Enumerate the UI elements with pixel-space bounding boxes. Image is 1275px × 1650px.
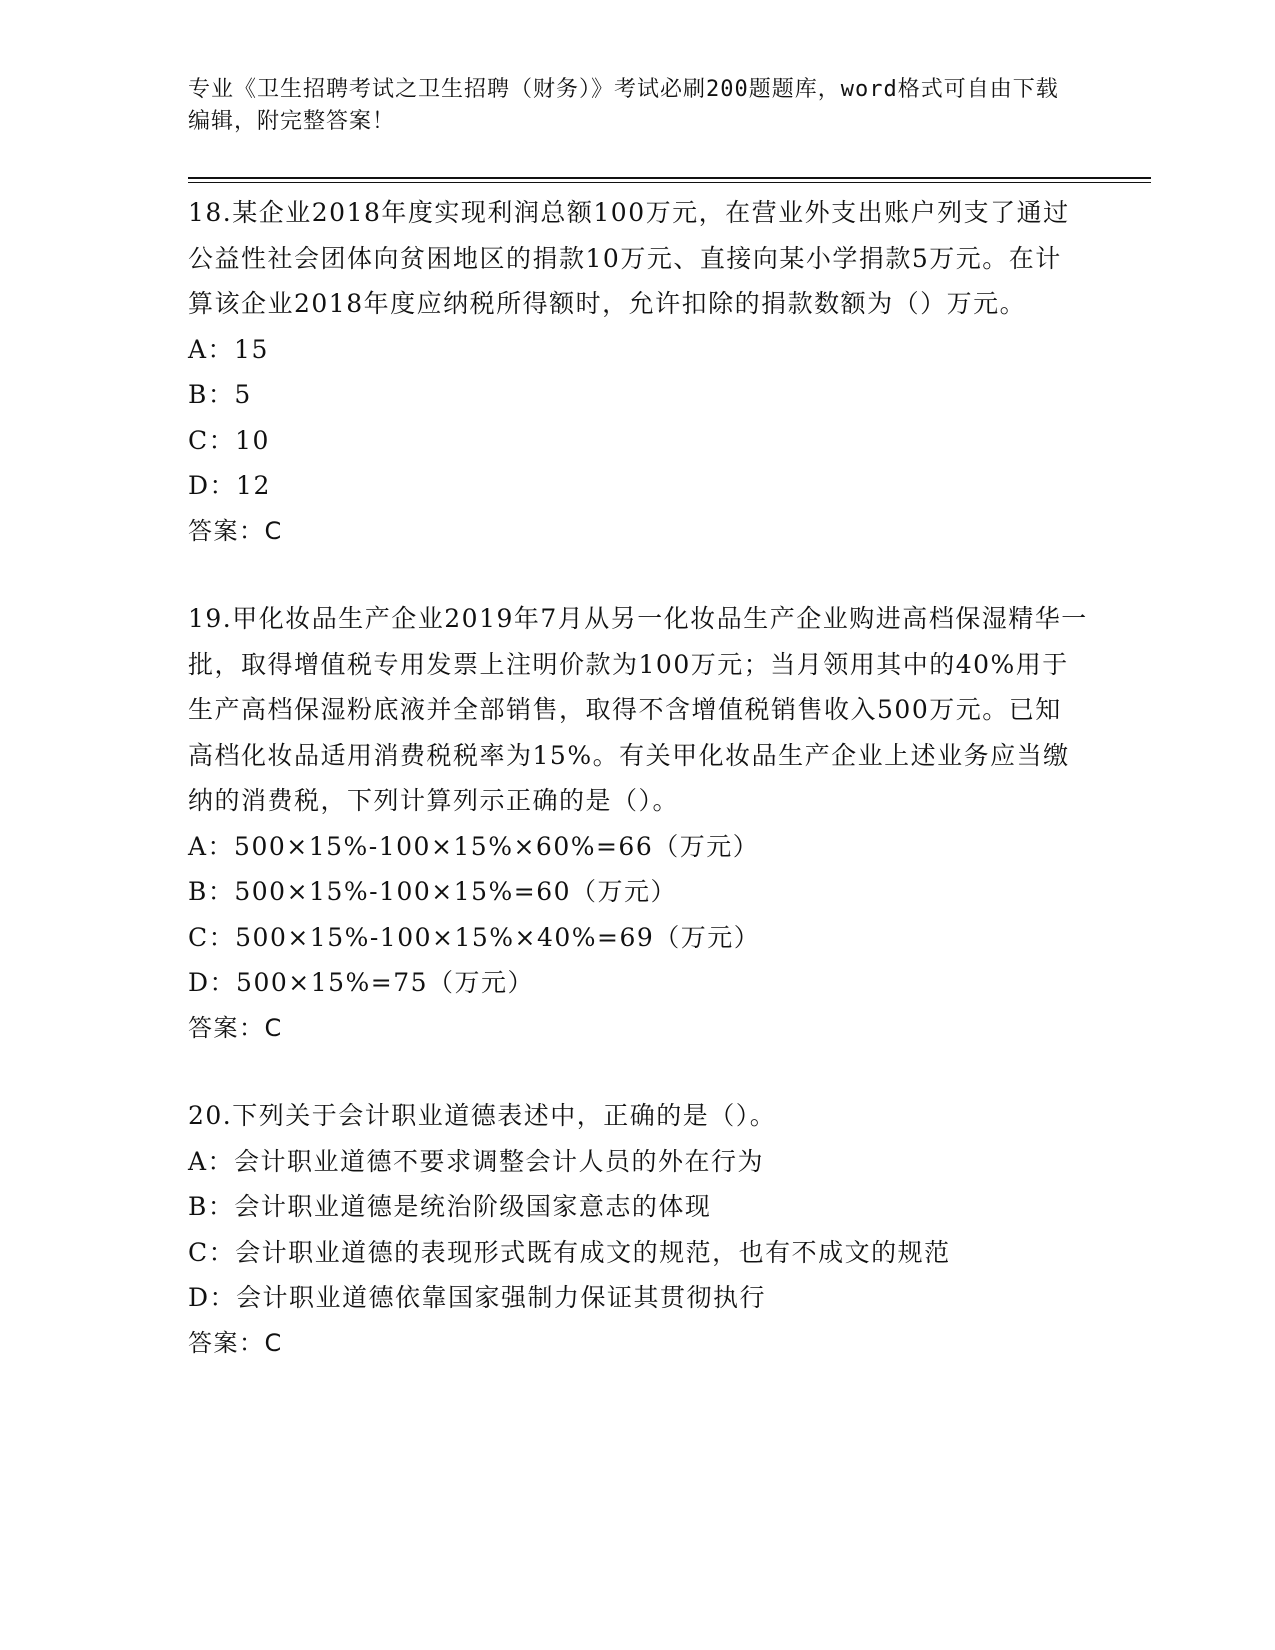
question-18 — [188, 190, 1088, 554]
question-20 — [188, 1093, 1088, 1366]
option-d: D：12 — [188, 471, 271, 500]
header-divider-thick — [188, 177, 1151, 179]
option-b: B：5 — [188, 380, 252, 409]
option-b: B：500×15%-100×15%=60（万元） — [188, 877, 678, 906]
question-stem: 18.某企业2018年度实现利润总额100万元，在营业外支出账户列支了通过公益性社会团体向贫困地区的捐款10万元、直接向某小学捐款5万元。在计算该企业2018年度应纳税所得额时，允许扣除的捐款数额为（）万元。 — [188, 198, 1070, 318]
question-19 — [188, 596, 1088, 1051]
option-a: A：会计职业道德不要求调整会计人员的外在行为 — [188, 1146, 765, 1176]
question-list — [188, 190, 1088, 1366]
option-b: B：会计职业道德是统治阶级国家意志的体现 — [188, 1192, 712, 1221]
option-d: D：500×15%=75（万元） — [188, 968, 535, 997]
option-c: C：500×15%-100×15%×40%=69（万元） — [188, 922, 761, 952]
question-spacer — [188, 1051, 1088, 1093]
option-d: D：会计职业道德依靠国家强制力保证其贯彻执行 — [188, 1283, 767, 1312]
question-stem: 20.下列关于会计职业道德表述中，正确的是（）。 — [188, 1101, 777, 1130]
option-c: C：10 — [188, 425, 270, 455]
option-c: C：会计职业道德的表现形式既有成文的规范，也有不成文的规范 — [188, 1237, 951, 1267]
answer-line: 答案：C — [188, 1328, 283, 1357]
option-a: A：15 — [188, 334, 269, 364]
option-a: A：500×15%-100×15%×60%=66（万元） — [188, 831, 760, 861]
question-stem: 19.甲化妆品生产企业2019年7月从另一化妆品生产企业购进高档保湿精华一批，取得增值税专用发票上注明价款为100万元；当月领用其中的40%用于生产高档保湿粉底液并全部销售，取得不含增值税销售收入500万元。已知高档化妆品适用消费税税率为15%。有关甲化妆品生产企业上述业务应当缴纳的消费税，下列计算列示正确的是（）。 — [188, 604, 1088, 815]
answer-line: 答案：C — [188, 1013, 283, 1042]
answer-line: 答案：C — [188, 516, 283, 545]
question-spacer — [188, 554, 1088, 596]
document-header: 专业《卫生招聘考试之卫生招聘（财务）》考试必刷200题题库，word格式可自由下载编辑，附完整答案！ — [188, 77, 1059, 134]
header-divider-thin — [188, 182, 1151, 183]
